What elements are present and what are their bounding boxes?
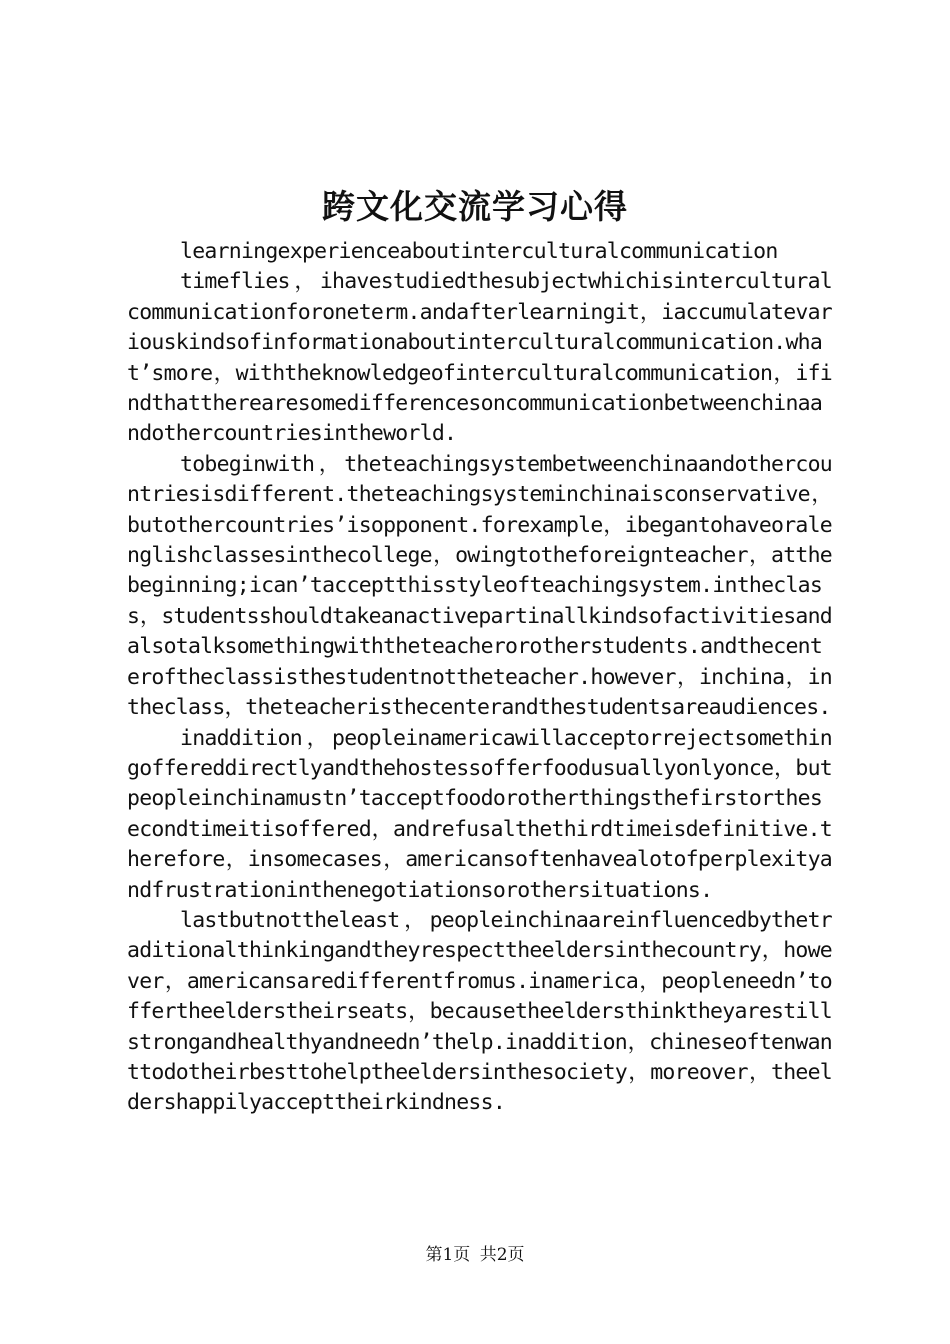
document-title: 跨文化交流学习心得 bbox=[322, 187, 628, 226]
paragraph-respect-elders: lastbutnottheleast，peopleinchinaareinfluencedbythetraditionalthinkingandtheyrespecttheeldersinthecountry，however，americansaredifferentfromus.inamerica，peopleneedn’toffertheelderstheirseats，becausetheeldersthinktheyarestillstrongandhealthyandneedn’thelp.inaddition，chineseoftenwanttodotheirbesttohelptheeldersinthesociety，moreover，theeldershappilyaccepttheirkindness. bbox=[127, 907, 832, 1116]
paragraph-intro: timeflies，ihavestudiedthesubjectwhichisinterculturalcommunicationforoneterm.andafterlearningit，iaccumulatevariouskindsofinformationaboutinterculturalcommunication.what’smore，withtheknowledgeofinterculturalcommunication，ifindthattherearesomedifferencesoncommunicationbetweenchinaandothercountriesintheworld. bbox=[127, 269, 832, 447]
document-body bbox=[127, 237, 832, 1119]
paragraph-teaching-system: tobeginwith，theteachingsystembetweenchinaandothercountriesisdifferent.theteachingsysteminchinaisconservative，butothercountries’isopponent.forexample，ibegantohaveoralenglishclassesinthecollege，owingtotheforeignteacher，atthebeginning;ican’tacceptthisstyleofteachingsystem.intheclass，studentsshouldtakeanactivepartinallkindsofactivitiesandalsotalksomethingwiththeteacherorotherstudents.andthecenteroftheclassisthestudentnottheteacher.however，inchina，intheclass，theteacheristhecenterandthestudentsareaudiences. bbox=[127, 451, 832, 721]
paragraph-subtitle: learningexperienceaboutinterculturalcommunication bbox=[180, 239, 778, 264]
paragraph-offering-food: inaddition，peopleinamericawillacceptorrejectsomethingoffereddirectlyandthehostessofferfoodusuallyonlyonce，butpeopleinchinamustn’tacceptfoodorotherthingsthefirstorthesecondtimeitisoffered，andrefusalthethirdtimeisdefinitive.therefore，insomecases，americansoftenhavealotofperplexityandfrustrationinthenegotiationsorothersituations. bbox=[127, 725, 832, 903]
page-footer: 第1页 共2页 bbox=[425, 1245, 525, 1265]
